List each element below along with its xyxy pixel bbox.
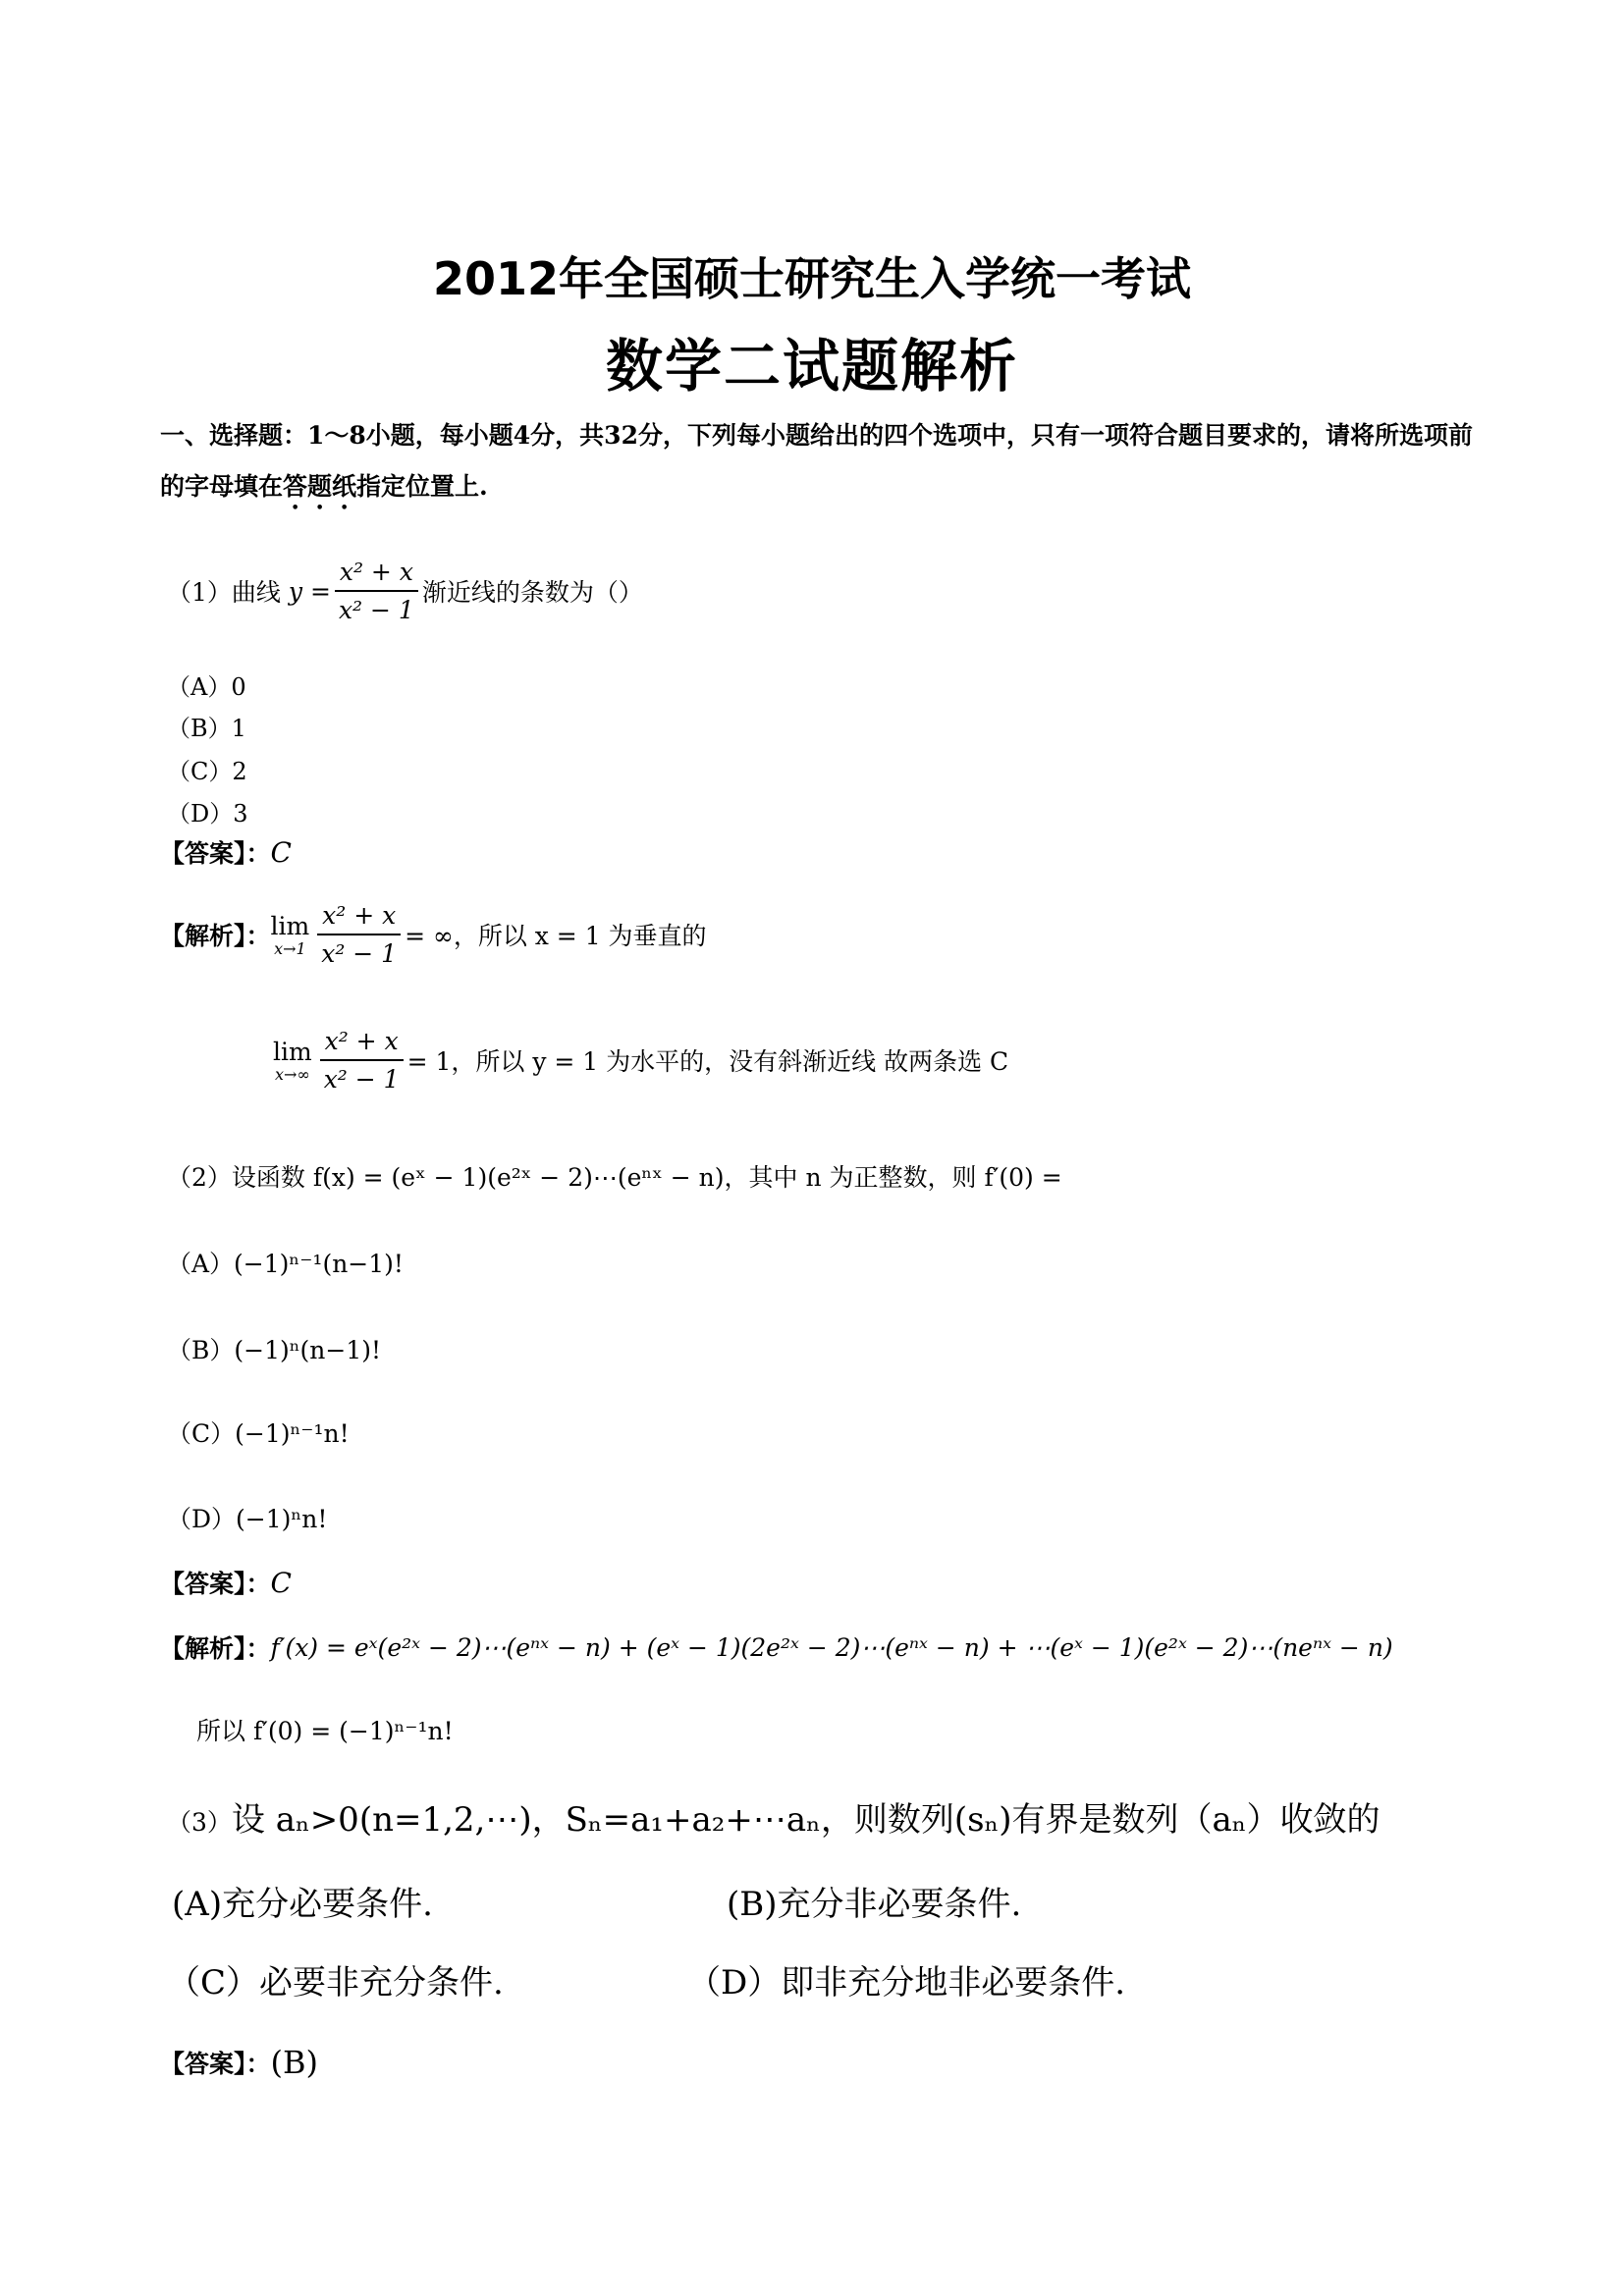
q2-number: （2）: [167, 1163, 232, 1192]
q3-answer-value: (B): [270, 2044, 318, 2081]
q1-limit-2-num: x² + x: [324, 1027, 399, 1055]
section-instructions: [160, 410, 1476, 515]
q1-analysis-line1: [160, 901, 707, 968]
q1-analysis-2-tail: = 1，所以 y = 1 为水平的，没有斜渐近线 故两条选 C: [406, 1047, 1009, 1076]
q1-answer-row: [160, 834, 292, 870]
section-text-before: 一、选择题：1～8小题，每小题4分，共32分，下列每小题给出的四个选项中，只有一项符合题目要求的，请将所选项前的字母填在: [160, 421, 1473, 501]
q3-number: （3）: [167, 1808, 232, 1837]
q2-option-a: （A）(−1)ⁿ⁻¹(n−1)!: [167, 1250, 404, 1278]
q1-analysis-1-tail: = ∞，所以 x = 1 为垂直的: [405, 922, 707, 950]
q1-limit-1-den: x² − 1: [317, 934, 401, 968]
q2-answer-value: C: [270, 1566, 292, 1599]
q1-denominator: x² − 1: [335, 590, 418, 624]
q2-conclusion: 所以 f′(0) = (−1)ⁿ⁻¹n!: [196, 1717, 454, 1745]
q1-limit-1-sub: x→1: [274, 938, 306, 958]
q1-limit-2-sub: x→∞: [274, 1064, 310, 1084]
q3-option-a: (A)充分必要条件.: [172, 1885, 433, 1924]
q1-analysis-label: 【解析】：: [160, 922, 271, 950]
q2-option-d: （D）(−1)ⁿn!: [167, 1505, 328, 1533]
q3-answer-label: 【答案】：: [160, 2050, 271, 2078]
question-1: [167, 558, 643, 624]
q2-option-c: （C）(−1)ⁿ⁻¹n!: [167, 1419, 350, 1448]
q1-limit-2: [273, 1038, 312, 1084]
q2-analysis-formula: f′(x) = eˣ(e²ˣ − 2)⋯(eⁿˣ − n) + (eˣ − 1)(2e²ˣ − 2)⋯(eⁿˣ − n) + ⋯(eˣ − 1)(e²ˣ − 2)⋯(neⁿˣ − n): [270, 1632, 1393, 1662]
section-emphasis: 答题纸: [283, 472, 357, 501]
document-title: 数学二试题解析: [605, 333, 1018, 400]
q1-option-b: （B）1: [167, 715, 246, 742]
q1-limit-1: [271, 912, 310, 958]
q1-limit-2-den: x² − 1: [320, 1059, 404, 1094]
q3-option-d: （D）即非充分地非必要条件.: [687, 1963, 1126, 2002]
q3-option-c: （C）必要非充分条件.: [167, 1963, 504, 2002]
q2-answer-label: 【答案】：: [160, 1570, 271, 1598]
q3-text: 设 aₙ>0(n=1,2,⋯)，Sₙ=a₁+a₂+⋯aₙ，则数列(sₙ)有界是数列（aₙ）收敛的: [231, 1800, 1380, 1840]
q1-option-c: （C）2: [167, 758, 247, 785]
q1-limit-2-word: lim: [273, 1037, 312, 1066]
q3-answer-row: [160, 2044, 318, 2081]
section-text-after: 指定位置上.: [356, 472, 488, 501]
q1-number: （1）: [167, 578, 232, 607]
q1-analysis-line2: [273, 1027, 1008, 1094]
q1-fraction: [335, 558, 418, 624]
q2-answer-row: [160, 1565, 292, 1600]
q1-fn-lhs: y =: [288, 576, 331, 606]
exam-title: 2012年全国硕士研究生入学统一考试: [432, 252, 1192, 305]
q1-limit-2-fraction: [320, 1027, 404, 1094]
q1-answer-value: C: [270, 835, 292, 869]
q2-option-b: （B）(−1)ⁿ(n−1)!: [167, 1336, 382, 1364]
q2-analysis-label: 【解析】：: [160, 1634, 271, 1663]
q1-option-a: （A）0: [167, 673, 246, 701]
q1-numerator: x² + x: [339, 558, 413, 586]
q1-suffix: 渐近线的条数为（）: [421, 578, 643, 607]
question-2: [167, 1158, 1062, 1194]
q1-limit-1-num: x² + x: [322, 901, 397, 930]
q1-answer-label: 【答案】：: [160, 839, 271, 868]
q2-analysis-row: [160, 1629, 1393, 1665]
q1-limit-1-fraction: [317, 901, 401, 968]
q2-text: 设函数 f(x) = (eˣ − 1)(e²ˣ − 2)⋯(eⁿˣ − n)，其中 n 为正整数，则 f′(0) =: [231, 1163, 1062, 1192]
q1-option-d: （D）3: [167, 800, 248, 828]
q1-limit-1-word: lim: [270, 911, 310, 940]
q1-prefix: 曲线: [231, 578, 281, 607]
q3-option-b: (B)充分非必要条件.: [727, 1885, 1022, 1924]
question-3: [167, 1792, 1380, 1841]
